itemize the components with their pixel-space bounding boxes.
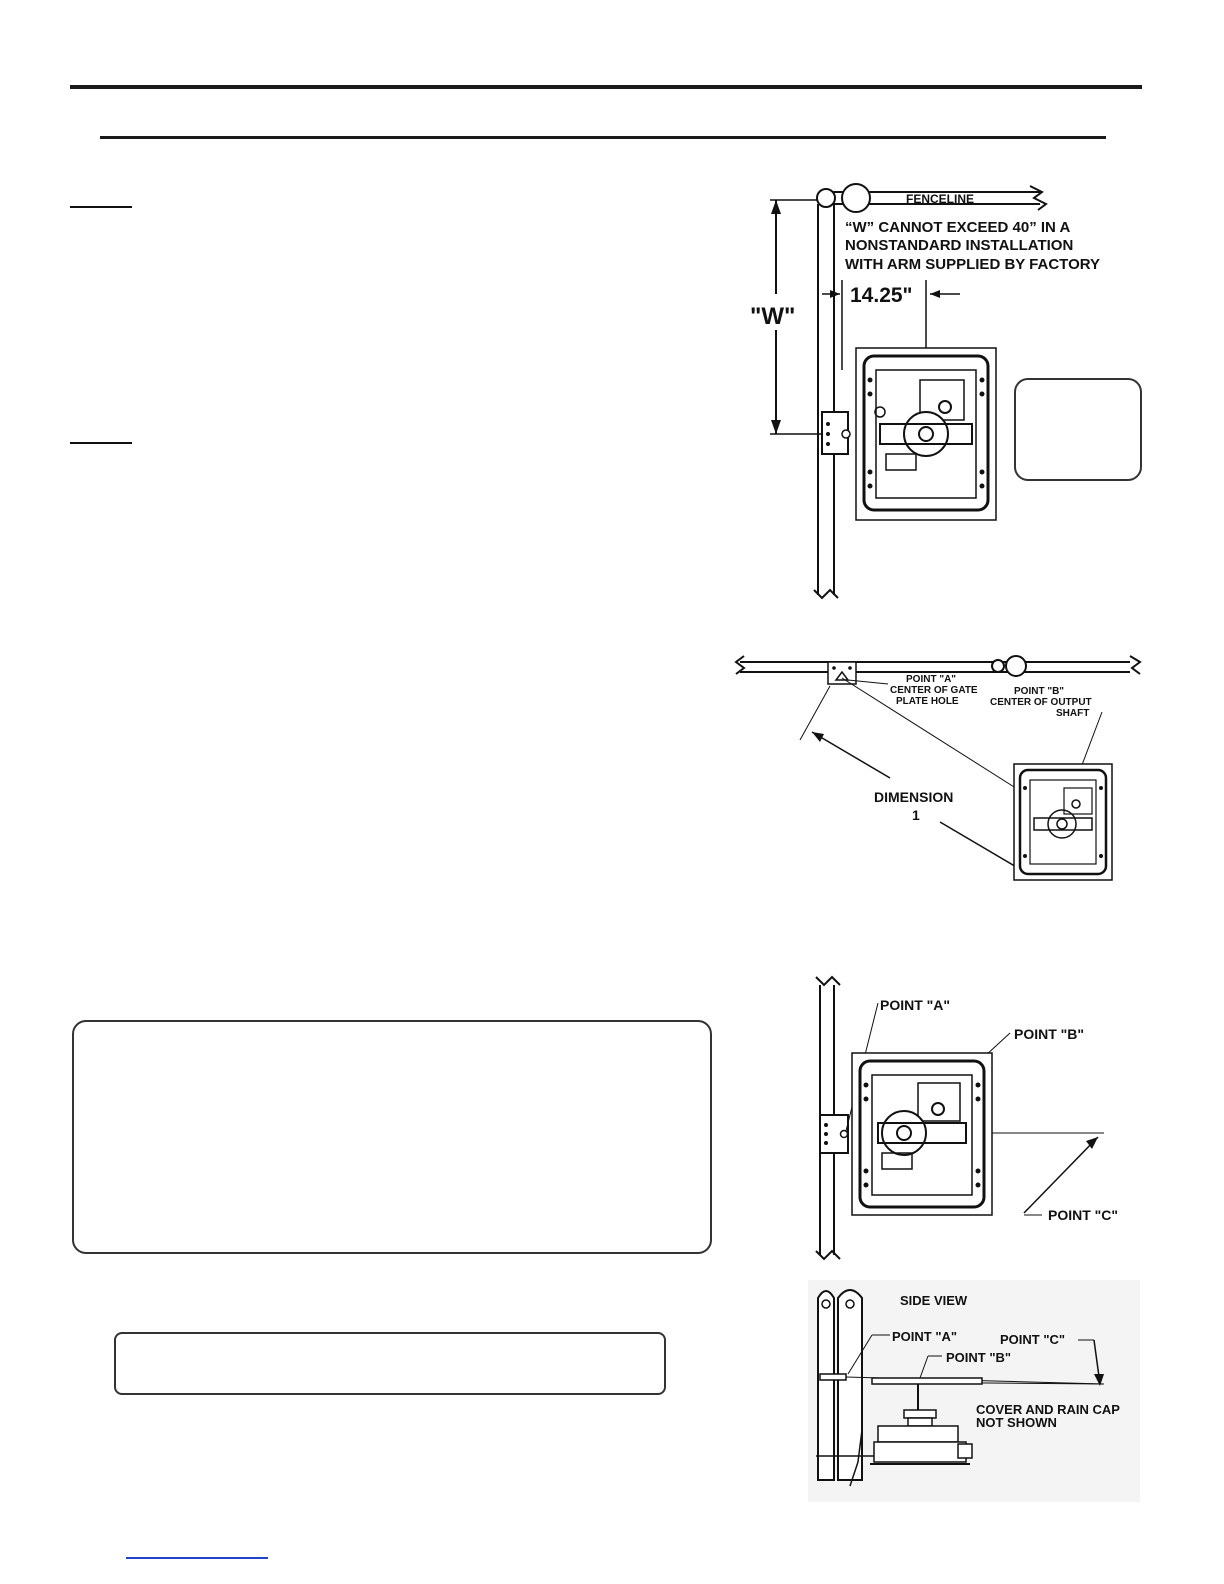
note-line-1: “W” CANNOT EXCEED 40” IN A	[845, 219, 1071, 236]
fig2-point-b-line2: CENTER OF OUTPUT	[990, 697, 1092, 708]
fig2-point-a-line3: PLATE HOLE	[896, 696, 959, 707]
dimension-label-line1: DIMENSION	[874, 789, 954, 805]
header-rule-top	[70, 85, 1142, 89]
fig4-point-c: POINT "C"	[1000, 1332, 1066, 1347]
figure-points-abc	[808, 975, 1138, 1265]
note-line-2: NONSTANDARD INSTALLATION	[845, 237, 1074, 254]
step-rule-1	[70, 206, 132, 208]
figure-side-view	[808, 1280, 1140, 1502]
fig3-point-c: POINT "C"	[1048, 1207, 1119, 1223]
fenceline-label: FENCELINE	[906, 192, 975, 206]
side-view-title: SIDE VIEW	[900, 1293, 968, 1308]
note-line-3: WITH ARM SUPPLIED BY FACTORY	[845, 256, 1101, 273]
fig3-point-a: POINT "A"	[880, 997, 951, 1013]
figure-dimension-1	[730, 650, 1150, 890]
step-rule-2	[70, 442, 132, 444]
note-box-small	[114, 1332, 666, 1395]
cover-note-line2: NOT SHOWN	[976, 1415, 1057, 1430]
fig2-point-b-line3: SHAFT	[1056, 708, 1090, 719]
fig2-point-a-line2: CENTER OF GATE	[890, 685, 978, 696]
w-label: "W"	[750, 303, 796, 330]
fig4-point-a: POINT "A"	[892, 1329, 958, 1344]
figure-w-dimension	[730, 180, 1150, 610]
dimension-label-line2: 1	[912, 807, 920, 823]
page-link-underline[interactable]	[126, 1557, 268, 1559]
fig3-point-b: POINT "B"	[1014, 1026, 1085, 1042]
cover-note-line1: COVER AND RAIN CAP	[976, 1402, 1120, 1417]
fig2-point-b-line1: POINT "B"	[1014, 686, 1065, 697]
fig4-point-b: POINT "B"	[946, 1350, 1012, 1365]
header-rule-bottom	[100, 136, 1106, 139]
note-box-large	[72, 1020, 712, 1254]
dimension-14-25: 14.25"	[850, 284, 913, 307]
fig2-point-a-line1: POINT "A"	[906, 674, 957, 685]
